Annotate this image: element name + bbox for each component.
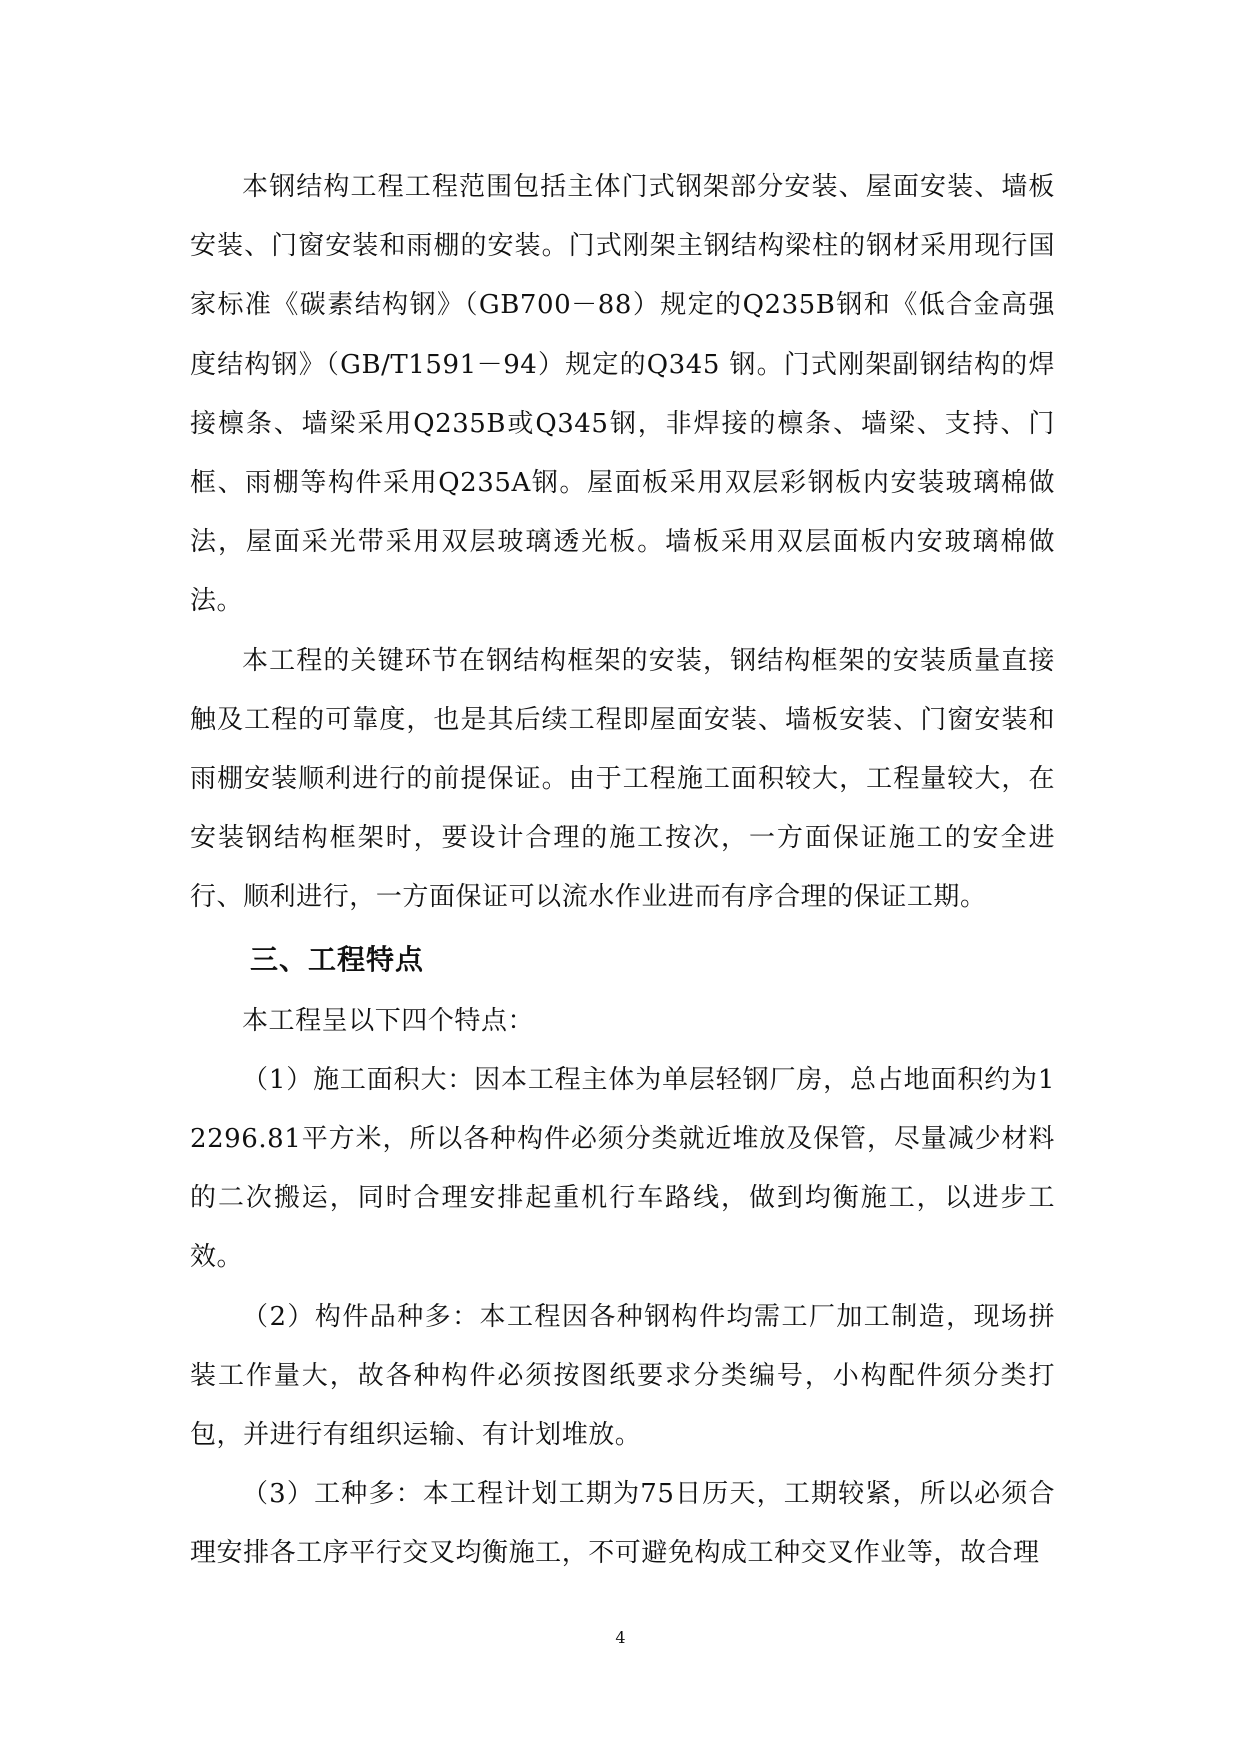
section-heading: 三、工程特点	[250, 942, 425, 976]
paragraph-key-steps: 本工程的关键环节在钢结构框架的安装，钢结构框架的安装质量直接触及工程的可靠度，也是其后续工程即屋面安装、墙板安装、门窗安装和雨棚安装顺利进行的前提保证。由于工程施工面积较大，工程量较大，在安装钢结构框架时，要设计合理的施工按次，一方面保证施工的安全进行、顺利进行，一方面保证可以流水作业进而有序合理的保证工期。	[190, 645, 1055, 913]
page-number: 4	[615, 1628, 626, 1647]
paragraph-feature-3: （3）工种多：本工程计划工期为75日历天，工期较紧，所以必须合理安排各工序平行交叉均衡施工，不可避免构成工种交叉作业等，故合理	[190, 1479, 1055, 1569]
paragraph-feature-2: （2）构件品种多：本工程因各种钢构件均需工厂加工制造，现场拼装工作量大，故各种构件必须按图纸要求分类编号，小构配件须分类打包，并进行有组织运输、有计划堆放。	[190, 1301, 1055, 1451]
paragraph-feature-1: （1）施工面积大：因本工程主体为单层轻钢厂房，总占地面积约为12296.81平方米，所以各种构件必须分类就近堆放及保管，尽量减少材料的二次搬运，同时合理安排起重机行车路线，做到均衡施工，以进步工效。	[190, 1064, 1055, 1273]
paragraph-features-intro: 本工程呈以下四个特点：	[242, 1005, 535, 1036]
paragraph-project-scope: 本钢结构工程工程范围包括主体门式钢架部分安装、屋面安装、墙板安装、门窗安装和雨棚的安装。门式刚架主钢结构梁柱的钢材采用现行国家标准《碳素结构钢》（GB700－88）规定的Q235B钢和《低合金高强度结构钢》（GB/T1591－94）规定的Q345 钢。门式刚架副钢结构的焊接檩条、墙梁采用Q235B或Q345钢，非焊接的檩条、墙梁、支持、门框、雨棚等构件采用Q235A钢。屋面板采用双层彩钢板内安装玻璃棉做法，屋面采光带采用双层玻璃透光板。墙板采用双层面板内安玻璃棉做法。	[190, 172, 1055, 617]
page-body	[190, 158, 1055, 1584]
